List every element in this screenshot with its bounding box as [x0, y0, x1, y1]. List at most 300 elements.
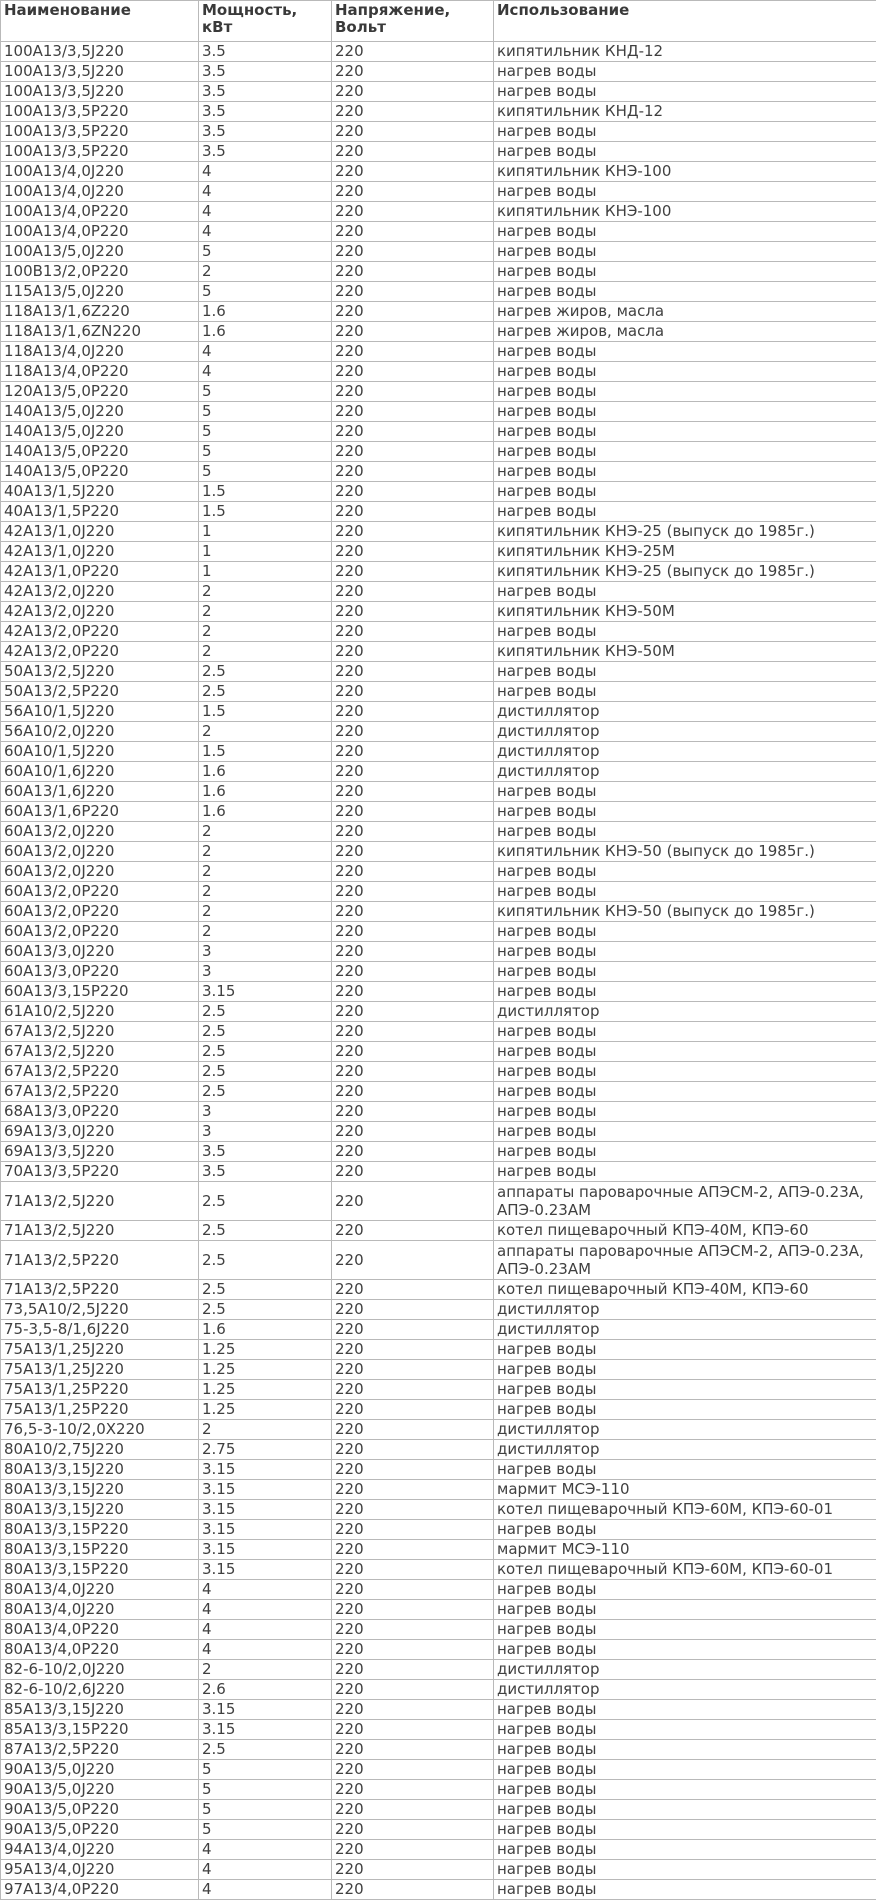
cell-name: 90A13/5,0J220 [1, 1780, 199, 1800]
cell-voltage: 220 [332, 1860, 494, 1880]
table-body [1, 42, 876, 1900]
table-row [1, 542, 876, 562]
cell-power: 2 [199, 902, 332, 922]
cell-name: 100A13/3,5P220 [1, 122, 199, 142]
table-row [1, 1560, 876, 1580]
cell-power: 3.5 [199, 142, 332, 162]
cell-voltage: 220 [332, 902, 494, 922]
cell-name: 75A13/1,25P220 [1, 1380, 199, 1400]
cell-name: 140A13/5,0P220 [1, 442, 199, 462]
cell-voltage: 220 [332, 1780, 494, 1800]
cell-power: 2 [199, 922, 332, 942]
cell-voltage: 220 [332, 1400, 494, 1420]
cell-usage: кипятильник КНЭ-100 [494, 162, 876, 182]
table-row [1, 422, 876, 442]
table-row [1, 522, 876, 542]
table-row [1, 402, 876, 422]
cell-usage: котел пищеварочный КПЭ-40М, КПЭ-60 [494, 1221, 876, 1241]
cell-power: 3 [199, 1122, 332, 1142]
cell-name: 87A13/2,5P220 [1, 1740, 199, 1760]
cell-voltage: 220 [332, 362, 494, 382]
cell-name: 80A13/4,0P220 [1, 1640, 199, 1660]
cell-usage: котел пищеварочный КПЭ-60М, КПЭ-60-01 [494, 1500, 876, 1520]
cell-voltage: 220 [332, 1340, 494, 1360]
cell-name: 60A13/1,6J220 [1, 782, 199, 802]
table-row [1, 1002, 876, 1022]
table-row [1, 782, 876, 802]
cell-usage: нагрев воды [494, 882, 876, 902]
table-row [1, 1241, 876, 1280]
cell-power: 2 [199, 822, 332, 842]
cell-voltage: 220 [332, 1820, 494, 1840]
cell-name: 60A13/2,0J220 [1, 822, 199, 842]
cell-name: 100A13/3,5J220 [1, 42, 199, 62]
table-row [1, 602, 876, 622]
table-row [1, 202, 876, 222]
cell-voltage: 220 [332, 542, 494, 562]
cell-power: 3.15 [199, 1480, 332, 1500]
cell-usage: нагрев воды [494, 1062, 876, 1082]
cell-name: 56A10/1,5J220 [1, 702, 199, 722]
table-row [1, 302, 876, 322]
cell-power: 1.6 [199, 302, 332, 322]
table-row [1, 62, 876, 82]
cell-name: 42A13/1,0P220 [1, 562, 199, 582]
cell-usage: нагрев воды [494, 382, 876, 402]
cell-voltage: 220 [332, 582, 494, 602]
cell-power: 2.5 [199, 1082, 332, 1102]
cell-usage: мармит МСЭ-110 [494, 1480, 876, 1500]
cell-name: 80A13/3,15P220 [1, 1540, 199, 1560]
cell-voltage: 220 [332, 1440, 494, 1460]
header-usage: Использование [494, 1, 876, 42]
cell-usage: дистиллятор [494, 1420, 876, 1440]
cell-power: 3.5 [199, 122, 332, 142]
cell-voltage: 220 [332, 1520, 494, 1540]
cell-power: 4 [199, 1880, 332, 1900]
cell-voltage: 220 [332, 782, 494, 802]
cell-usage: нагрев воды [494, 1740, 876, 1760]
cell-voltage: 220 [332, 1560, 494, 1580]
cell-name: 80A13/4,0P220 [1, 1620, 199, 1640]
cell-usage: нагрев воды [494, 262, 876, 282]
cell-power: 1.6 [199, 1320, 332, 1340]
cell-name: 60A13/3,15P220 [1, 982, 199, 1002]
cell-usage: нагрев воды [494, 182, 876, 202]
cell-voltage: 220 [332, 1360, 494, 1380]
cell-voltage: 220 [332, 122, 494, 142]
table-row [1, 1360, 876, 1380]
cell-voltage: 220 [332, 162, 494, 182]
cell-power: 5 [199, 422, 332, 442]
cell-name: 100A13/3,5J220 [1, 62, 199, 82]
cell-voltage: 220 [332, 962, 494, 982]
cell-name: 97A13/4,0P220 [1, 1880, 199, 1900]
cell-name: 82-6-10/2,6J220 [1, 1680, 199, 1700]
cell-name: 118A13/4,0P220 [1, 362, 199, 382]
cell-voltage: 220 [332, 1022, 494, 1042]
cell-usage: нагрев воды [494, 1520, 876, 1540]
cell-power: 3 [199, 962, 332, 982]
header-voltage: Напряжение, Вольт [332, 1, 494, 42]
cell-name: 73,5A10/2,5J220 [1, 1300, 199, 1320]
cell-power: 2 [199, 642, 332, 662]
cell-usage: нагрев воды [494, 1860, 876, 1880]
table-row [1, 1500, 876, 1520]
cell-usage: нагрев воды [494, 1880, 876, 1900]
cell-power: 2.5 [199, 1280, 332, 1300]
table-row [1, 1680, 876, 1700]
cell-name: 90A13/5,0J220 [1, 1760, 199, 1780]
cell-power: 2 [199, 622, 332, 642]
cell-voltage: 220 [332, 1122, 494, 1142]
cell-voltage: 220 [332, 242, 494, 262]
cell-name: 115A13/5,0J220 [1, 282, 199, 302]
cell-name: 42A13/2,0P220 [1, 622, 199, 642]
cell-usage: нагрев воды [494, 1800, 876, 1820]
table-row [1, 942, 876, 962]
table-row [1, 702, 876, 722]
cell-usage: нагрев воды [494, 122, 876, 142]
table-row [1, 1760, 876, 1780]
cell-usage: дистиллятор [494, 702, 876, 722]
cell-name: 80A13/4,0J220 [1, 1580, 199, 1600]
cell-usage: нагрев воды [494, 1620, 876, 1640]
cell-usage: нагрев воды [494, 1360, 876, 1380]
cell-power: 4 [199, 202, 332, 222]
cell-voltage: 220 [332, 1420, 494, 1440]
cell-power: 2 [199, 722, 332, 742]
header-name: Наименование [1, 1, 199, 42]
cell-name: 118A13/4,0J220 [1, 342, 199, 362]
cell-power: 5 [199, 282, 332, 302]
table-row [1, 662, 876, 682]
table-row [1, 1042, 876, 1062]
cell-power: 1 [199, 542, 332, 562]
cell-voltage: 220 [332, 222, 494, 242]
cell-usage: котел пищеварочный КПЭ-40М, КПЭ-60 [494, 1280, 876, 1300]
table-row [1, 902, 876, 922]
cell-voltage: 220 [332, 1640, 494, 1660]
table-row [1, 1700, 876, 1720]
cell-name: 118A13/1,6Z220 [1, 302, 199, 322]
cell-usage: нагрев воды [494, 922, 876, 942]
cell-name: 100A13/4,0P220 [1, 222, 199, 242]
cell-power: 4 [199, 1580, 332, 1600]
table-row [1, 262, 876, 282]
cell-voltage: 220 [332, 1580, 494, 1600]
table-row [1, 762, 876, 782]
table-row [1, 1221, 876, 1241]
cell-voltage: 220 [332, 1241, 494, 1280]
cell-usage: нагрев воды [494, 1460, 876, 1480]
table-row [1, 502, 876, 522]
cell-voltage: 220 [332, 1740, 494, 1760]
cell-power: 3.5 [199, 82, 332, 102]
cell-usage: кипятильник КНЭ-25М [494, 542, 876, 562]
cell-voltage: 220 [332, 1500, 494, 1520]
cell-voltage: 220 [332, 82, 494, 102]
cell-power: 1.6 [199, 802, 332, 822]
cell-power: 1.6 [199, 782, 332, 802]
cell-voltage: 220 [332, 282, 494, 302]
cell-name: 80A13/3,15J220 [1, 1480, 199, 1500]
cell-voltage: 220 [332, 1760, 494, 1780]
cell-usage: нагрев воды [494, 1820, 876, 1840]
table-row [1, 1182, 876, 1221]
cell-name: 80A13/3,15J220 [1, 1460, 199, 1480]
cell-usage: нагрев воды [494, 82, 876, 102]
cell-name: 120A13/5,0P220 [1, 382, 199, 402]
table-row [1, 1840, 876, 1860]
table-row [1, 1420, 876, 1440]
cell-power: 1.25 [199, 1400, 332, 1420]
cell-usage: кипятильник КНЭ-50М [494, 642, 876, 662]
cell-usage: нагрев воды [494, 1142, 876, 1162]
cell-voltage: 220 [332, 862, 494, 882]
cell-name: 60A13/2,0P220 [1, 882, 199, 902]
cell-voltage: 220 [332, 182, 494, 202]
cell-usage: нагрев воды [494, 862, 876, 882]
cell-name: 50A13/2,5J220 [1, 662, 199, 682]
table-row [1, 1580, 876, 1600]
cell-power: 3.15 [199, 1460, 332, 1480]
table-row [1, 862, 876, 882]
cell-voltage: 220 [332, 142, 494, 162]
cell-usage: нагрев воды [494, 1840, 876, 1860]
cell-voltage: 220 [332, 262, 494, 282]
cell-voltage: 220 [332, 1460, 494, 1480]
cell-voltage: 220 [332, 402, 494, 422]
cell-voltage: 220 [332, 342, 494, 362]
cell-voltage: 220 [332, 1300, 494, 1320]
cell-name: 100A13/4,0J220 [1, 182, 199, 202]
cell-name: 40A13/1,5J220 [1, 482, 199, 502]
cell-voltage: 220 [332, 382, 494, 402]
cell-usage: нагрев воды [494, 1122, 876, 1142]
cell-usage: дистиллятор [494, 1440, 876, 1460]
cell-voltage: 220 [332, 702, 494, 722]
table-row [1, 1880, 876, 1900]
cell-power: 1.5 [199, 742, 332, 762]
table-row [1, 282, 876, 302]
cell-power: 3 [199, 1102, 332, 1122]
cell-name: 90A13/5,0P220 [1, 1800, 199, 1820]
cell-power: 3.5 [199, 62, 332, 82]
cell-power: 4 [199, 162, 332, 182]
cell-voltage: 220 [332, 1620, 494, 1640]
table-row [1, 1600, 876, 1620]
cell-usage: нагрев воды [494, 242, 876, 262]
cell-power: 4 [199, 1640, 332, 1660]
cell-usage: кипятильник КНЭ-50 (выпуск до 1985г.) [494, 842, 876, 862]
cell-power: 4 [199, 222, 332, 242]
cell-power: 3.15 [199, 1540, 332, 1560]
cell-power: 2.5 [199, 1300, 332, 1320]
cell-power: 3.15 [199, 982, 332, 1002]
cell-usage: нагрев воды [494, 1640, 876, 1660]
cell-power: 2 [199, 842, 332, 862]
table-row [1, 142, 876, 162]
cell-power: 1.6 [199, 322, 332, 342]
cell-usage: нагрев воды [494, 402, 876, 422]
cell-name: 60A13/2,0P220 [1, 902, 199, 922]
table-row [1, 182, 876, 202]
cell-usage: мармит МСЭ-110 [494, 1540, 876, 1560]
cell-name: 40A13/1,5P220 [1, 502, 199, 522]
cell-name: 71A13/2,5P220 [1, 1280, 199, 1300]
table-row [1, 642, 876, 662]
cell-power: 5 [199, 402, 332, 422]
table-row [1, 82, 876, 102]
cell-power: 2 [199, 1420, 332, 1440]
cell-usage: нагрев воды [494, 442, 876, 462]
cell-power: 5 [199, 462, 332, 482]
cell-usage: нагрев воды [494, 1102, 876, 1122]
cell-power: 3.5 [199, 1142, 332, 1162]
cell-name: 140A13/5,0J220 [1, 402, 199, 422]
cell-power: 5 [199, 382, 332, 402]
cell-power: 3.15 [199, 1720, 332, 1740]
table-row [1, 802, 876, 822]
cell-power: 1.25 [199, 1380, 332, 1400]
cell-voltage: 220 [332, 1600, 494, 1620]
cell-voltage: 220 [332, 1182, 494, 1221]
cell-usage: нагрев воды [494, 582, 876, 602]
cell-name: 70A13/3,5P220 [1, 1162, 199, 1182]
cell-usage: нагрев воды [494, 422, 876, 442]
cell-usage: кипятильник КНЭ-50 (выпуск до 1985г.) [494, 902, 876, 922]
table-row [1, 222, 876, 242]
cell-name: 100A13/3,5P220 [1, 142, 199, 162]
cell-usage: нагрев воды [494, 282, 876, 302]
cell-usage: дистиллятор [494, 1660, 876, 1680]
cell-usage: нагрев воды [494, 822, 876, 842]
cell-usage: нагрев воды [494, 1042, 876, 1062]
cell-usage: кипятильник КНЭ-25 (выпуск до 1985г.) [494, 562, 876, 582]
cell-name: 69A13/3,0J220 [1, 1122, 199, 1142]
cell-usage: нагрев воды [494, 1700, 876, 1720]
cell-voltage: 220 [332, 1840, 494, 1860]
table-row [1, 1660, 876, 1680]
cell-voltage: 220 [332, 442, 494, 462]
cell-name: 68A13/3,0P220 [1, 1102, 199, 1122]
cell-name: 94A13/4,0J220 [1, 1840, 199, 1860]
cell-name: 56A10/2,0J220 [1, 722, 199, 742]
cell-power: 3.5 [199, 1162, 332, 1182]
cell-usage: нагрев жиров, масла [494, 302, 876, 322]
cell-name: 60A13/3,0P220 [1, 962, 199, 982]
cell-voltage: 220 [332, 1102, 494, 1122]
table-row [1, 1820, 876, 1840]
cell-usage: нагрев воды [494, 1600, 876, 1620]
cell-power: 1.5 [199, 502, 332, 522]
cell-usage: аппараты пароварочные АПЭСМ-2, АПЭ-0.23А, АПЭ-0.23АМ [494, 1182, 876, 1221]
cell-voltage: 220 [332, 422, 494, 442]
cell-voltage: 220 [332, 1720, 494, 1740]
cell-name: 140A13/5,0J220 [1, 422, 199, 442]
cell-voltage: 220 [332, 762, 494, 782]
table-row [1, 42, 876, 62]
cell-usage: кипятильник КНЭ-25 (выпуск до 1985г.) [494, 522, 876, 542]
cell-voltage: 220 [332, 1221, 494, 1241]
cell-power: 4 [199, 342, 332, 362]
table-row [1, 342, 876, 362]
cell-voltage: 220 [332, 1162, 494, 1182]
cell-voltage: 220 [332, 682, 494, 702]
cell-name: 95A13/4,0J220 [1, 1860, 199, 1880]
cell-usage: нагрев воды [494, 622, 876, 642]
cell-name: 61A10/2,5J220 [1, 1002, 199, 1022]
cell-power: 2.5 [199, 1002, 332, 1022]
cell-power: 1 [199, 522, 332, 542]
cell-name: 60A10/1,6J220 [1, 762, 199, 782]
cell-usage: дистиллятор [494, 1300, 876, 1320]
table-row [1, 1380, 876, 1400]
cell-power: 5 [199, 1760, 332, 1780]
table-row [1, 1122, 876, 1142]
cell-usage: нагрев воды [494, 362, 876, 382]
cell-voltage: 220 [332, 62, 494, 82]
cell-voltage: 220 [332, 1042, 494, 1062]
table-row [1, 742, 876, 762]
cell-voltage: 220 [332, 642, 494, 662]
cell-name: 80A13/4,0J220 [1, 1600, 199, 1620]
cell-power: 4 [199, 182, 332, 202]
cell-usage: дистиллятор [494, 1002, 876, 1022]
cell-power: 2.5 [199, 1241, 332, 1280]
cell-voltage: 220 [332, 662, 494, 682]
cell-power: 4 [199, 1860, 332, 1880]
cell-usage: нагрев воды [494, 222, 876, 242]
cell-name: 75A13/1,25J220 [1, 1360, 199, 1380]
cell-power: 4 [199, 1620, 332, 1640]
cell-name: 67A13/2,5P220 [1, 1082, 199, 1102]
cell-power: 2 [199, 582, 332, 602]
table-row [1, 682, 876, 702]
table-row [1, 1400, 876, 1420]
cell-voltage: 220 [332, 822, 494, 842]
cell-voltage: 220 [332, 1700, 494, 1720]
cell-name: 42A13/2,0J220 [1, 582, 199, 602]
cell-name: 60A13/3,0J220 [1, 942, 199, 962]
cell-voltage: 220 [332, 302, 494, 322]
cell-power: 3.15 [199, 1500, 332, 1520]
cell-name: 118A13/1,6ZN220 [1, 322, 199, 342]
cell-voltage: 220 [332, 742, 494, 762]
cell-name: 60A10/1,5J220 [1, 742, 199, 762]
cell-usage: нагрев воды [494, 62, 876, 82]
cell-usage: нагрев воды [494, 142, 876, 162]
cell-usage: нагрев воды [494, 942, 876, 962]
cell-usage: аппараты пароварочные АПЭСМ-2, АПЭ-0.23А, АПЭ-0.23АМ [494, 1241, 876, 1280]
cell-power: 2.5 [199, 1062, 332, 1082]
table-row [1, 822, 876, 842]
cell-power: 2 [199, 602, 332, 622]
cell-power: 2.5 [199, 1740, 332, 1760]
table-row [1, 922, 876, 942]
cell-name: 42A13/2,0J220 [1, 602, 199, 622]
cell-usage: нагрев воды [494, 1580, 876, 1600]
cell-name: 42A13/2,0P220 [1, 642, 199, 662]
cell-voltage: 220 [332, 502, 494, 522]
cell-voltage: 220 [332, 982, 494, 1002]
cell-name: 90A13/5,0P220 [1, 1820, 199, 1840]
cell-power: 5 [199, 1800, 332, 1820]
cell-name: 85A13/3,15P220 [1, 1720, 199, 1740]
cell-name: 67A13/2,5J220 [1, 1022, 199, 1042]
cell-usage: нагрев воды [494, 1380, 876, 1400]
